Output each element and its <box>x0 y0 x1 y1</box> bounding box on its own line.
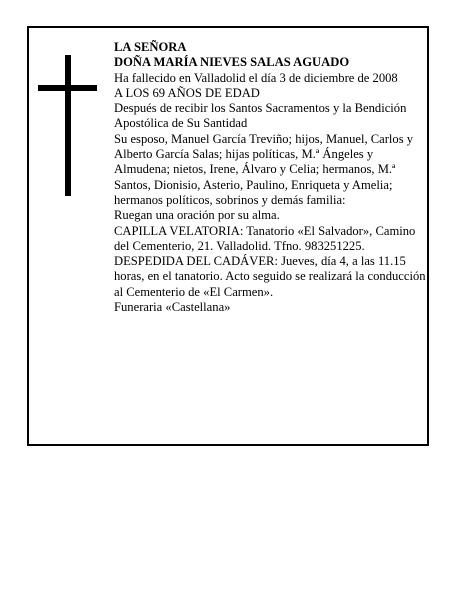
prayer-request: Ruegan una oración por su alma. <box>114 208 280 223</box>
sacraments-statement: Después de recibir los Santos Sacramentos y la Bendición Apostólica de Su Santidad <box>114 101 407 131</box>
family-list: Su esposo, Manuel García Treviño; hijos, Manuel, Carlos y Alberto García Salas; hijas políticas, M.ª Ángeles y Almudena; nietos, Irene, Álvaro y Celia; hermanos, M.ª Santos, Dionisio, Asterio, Paulino, Enriqueta y Amelia; hermanos políticos, sobrinos y demás familia: <box>114 131 414 207</box>
obituary-text <box>114 40 426 315</box>
notice-title: LA SEÑORA <box>114 40 187 54</box>
death-announcement: Ha fallecido en Valladolid el día 3 de diciembre de 2008 <box>114 70 398 85</box>
farewell-info: DESPEDIDA DEL CADÁVER: Jueves, día 4, a las 11.15 horas, en el tanatorio. Acto seguido se realizará la conducción al Cementerio de «El Carmen». <box>114 254 426 299</box>
cross-icon-bar <box>38 85 97 91</box>
age-statement: A LOS 69 AÑOS DE EDAD <box>114 85 260 100</box>
cross-icon <box>65 55 71 196</box>
chapel-info: CAPILLA VELATORIA: Tanatorio «El Salvador», Camino del Cementerio, 21. Valladolid. Tfno. 983251225. <box>114 223 416 253</box>
funeral-home: Funeraria «Castellana» <box>114 300 231 315</box>
deceased-name: DOÑA MARÍA NIEVES SALAS AGUADO <box>114 55 350 70</box>
